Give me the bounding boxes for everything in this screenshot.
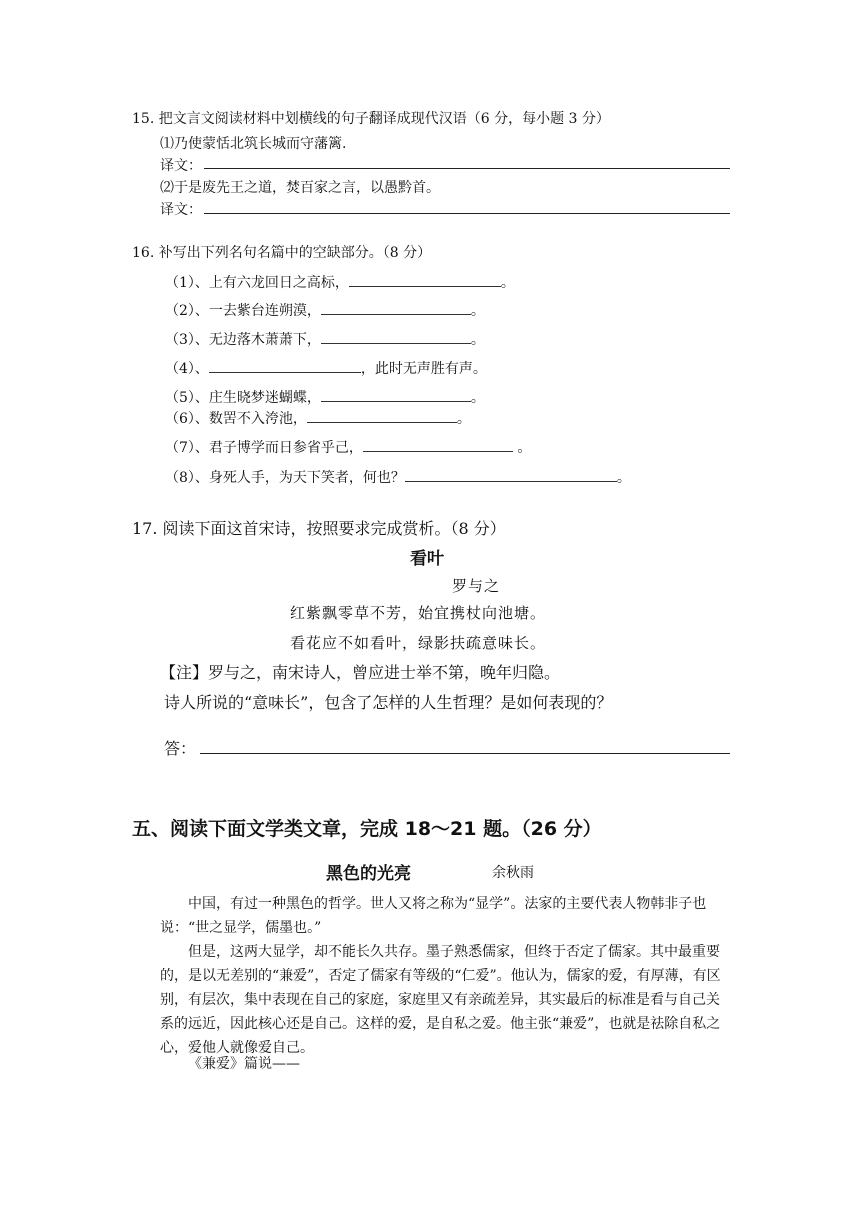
fill-blank[interactable] bbox=[321, 303, 471, 315]
article-author: 余秋雨 bbox=[492, 865, 534, 881]
q17-answer-label: 答： bbox=[164, 739, 197, 758]
section-heading: 五、阅读下面文学类文章，完成 18～21 题。（26 分） bbox=[132, 818, 602, 840]
q15-answer-line-1[interactable] bbox=[204, 168, 730, 169]
article-paragraph-2: 但是，这两大显学，却不能长久共存。墨子熟悉儒家，但终于否定了儒家。其中最重要的，是以无差别的“兼爱”，否定了儒家有等级的“仁爱”。他认为，儒家的爱，有厚薄，有区别，有层次，集中表现在自己的家庭，家庭里又有亲疏差异，其实最后的标准是看与自己关系的远近，因此核心还是自己。这样的爱，是自私之爱。他主张“兼爱”，也就是祛除自私之心，爱他人就像爱自己。 bbox=[160, 944, 721, 1056]
q15-translate-label-2: 译文： bbox=[160, 202, 202, 218]
q15-answer-line-2[interactable] bbox=[204, 213, 730, 214]
fill-blank[interactable] bbox=[363, 440, 513, 452]
fill-blank[interactable] bbox=[209, 361, 361, 373]
q16-title: 16. 补写出下列名句名篇中的空缺部分。（8 分） bbox=[132, 245, 432, 261]
fill-blank[interactable] bbox=[307, 411, 457, 423]
q16-item-3: （3）、无边落木萧萧下， 。 bbox=[165, 332, 485, 348]
q17-title: 17. 阅读下面这首宋诗，按照要求完成赏析。（8 分） bbox=[132, 519, 506, 538]
article-paragraph-1: 中国，有过一种黑色的哲学。世人又将之称为“显学”。法家的主要代表人物韩非子也说：“世之显学，儒墨也。” bbox=[160, 896, 707, 936]
fill-blank[interactable] bbox=[321, 390, 471, 402]
q15-title: 15. 把文言文阅读材料中划横线的句子翻译成现代汉语（6 分，每小题 3 分） bbox=[132, 111, 610, 127]
q15-sentence-1: ⑴乃使蒙恬北筑长城而守藩篱. bbox=[160, 136, 347, 152]
fill-blank[interactable] bbox=[349, 275, 501, 287]
q16-item-7: （7）、君子博学而日参省乎己， 。 bbox=[165, 440, 532, 456]
q16-item-4: （4）、 ，此时无声胜有声。 bbox=[165, 361, 487, 377]
q15-sentence-2: ⑵于是废先王之道，焚百家之言，以愚黔首。 bbox=[160, 180, 440, 196]
article-paragraph-3: 《兼爱》篇说—— bbox=[188, 1056, 300, 1072]
poem-line-2: 看花应不如看叶，绿影扶疏意味长。 bbox=[290, 634, 547, 652]
q16-item-2: （2）、一去紫台连朔漠， 。 bbox=[165, 303, 485, 319]
q16-item-8: （8）、身死人手，为天下笑者，何也？ 。 bbox=[165, 470, 631, 486]
poem-note: 【注】罗与之，南宋诗人，曾应进士举不第，晚年归隐。 bbox=[160, 663, 561, 682]
fill-blank[interactable] bbox=[321, 332, 471, 344]
article-title: 黑色的光亮 bbox=[326, 864, 411, 884]
poem-author: 罗与之 bbox=[452, 577, 501, 595]
fill-blank[interactable] bbox=[405, 470, 617, 482]
q17-question: 诗人所说的“意味长”，包含了怎样的人生哲理？是如何表现的？ bbox=[164, 693, 613, 712]
q16-item-1: （1）、上有六龙回日之高标， 。 bbox=[165, 275, 515, 291]
poem-title: 看叶 bbox=[410, 549, 444, 569]
q16-item-5: （5）、庄生晓梦迷蝴蝶， 。 bbox=[165, 390, 485, 406]
q15-translate-label-1: 译文： bbox=[160, 158, 202, 174]
q16-item-6: （6）、数罟不入洿池， 。 bbox=[165, 411, 471, 427]
q17-answer-line[interactable] bbox=[200, 753, 730, 754]
poem-line-1: 红紫飘零草不芳，始宜携杖向池塘。 bbox=[290, 604, 547, 622]
